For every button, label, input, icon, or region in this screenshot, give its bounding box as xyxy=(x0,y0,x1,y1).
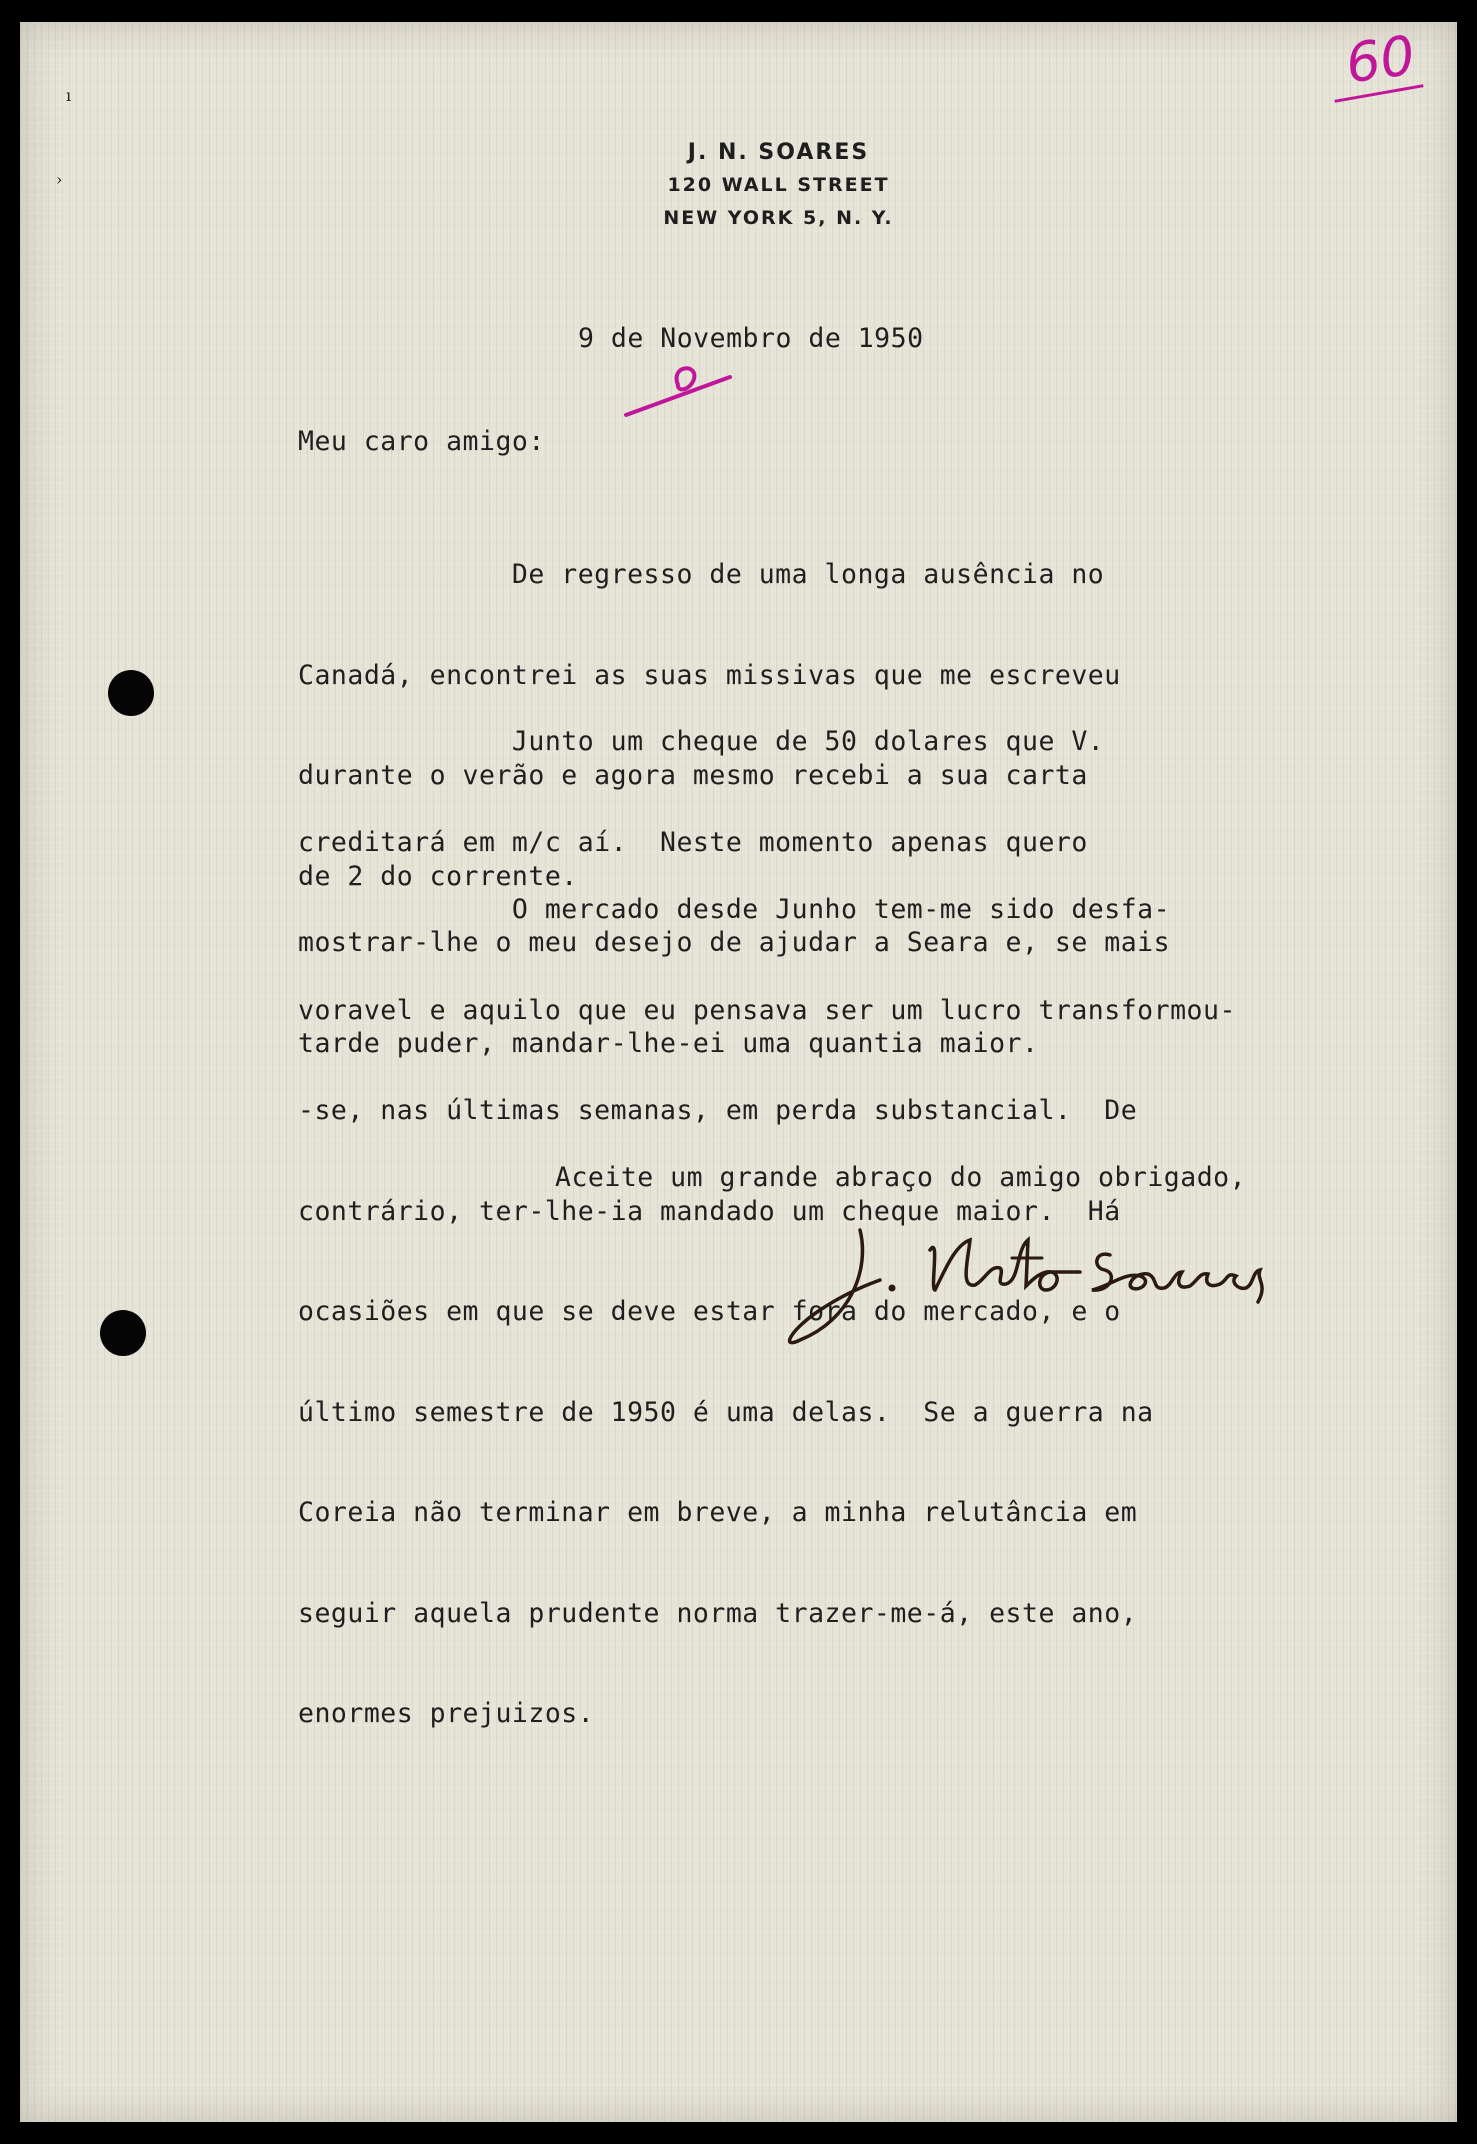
punch-hole xyxy=(100,1310,146,1356)
letter-date: 9 de Novembro de 1950 xyxy=(578,323,924,354)
text-line: seguir aquela prudente norma trazer-me-á, este ano, xyxy=(298,1597,1138,1629)
text-line: Canadá, encontrei as suas missivas que me escreveu xyxy=(298,659,1121,691)
punch-hole xyxy=(108,670,154,716)
text-line: voravel e aquilo que eu pensava ser um lucro transformou- xyxy=(298,994,1236,1026)
text-line: enormes prejuizos. xyxy=(298,1698,595,1729)
text-line: creditará em m/c aí. Neste momento apenas quero xyxy=(298,826,1088,858)
text-line: -se, nas últimas semanas, em perda substancial. De xyxy=(298,1095,1138,1126)
magenta-check-mark xyxy=(620,355,740,425)
margin-mark: › xyxy=(56,170,63,189)
text-line: tarde puder, mandar-lhe-ei uma quantia maior. xyxy=(298,1027,1039,1059)
handwritten-signature xyxy=(780,1210,1320,1360)
margin-mark: ı xyxy=(66,86,72,105)
text-line: Junto um cheque de 50 dolares que V. xyxy=(298,726,1105,757)
salutation: Meu caro amigo: xyxy=(298,426,545,457)
letterhead-street: 120 WALL STREET xyxy=(667,174,890,196)
letterhead-city: NEW YORK 5, N. Y. xyxy=(663,207,894,229)
page-number-annotation: 60 xyxy=(1341,23,1419,96)
text-line: contrário, ter-lhe-ia mandado um cheque maior. Há xyxy=(298,1195,1121,1227)
closing-line: Aceite um grande abraço do amigo obrigado, xyxy=(555,1162,1247,1193)
letterhead-name: J. N. SOARES xyxy=(687,140,870,165)
text-line: De regresso de uma longa ausência no xyxy=(298,559,1105,590)
text-line: ocasiões em que se deve estar fora do mercado, e o xyxy=(298,1296,1121,1327)
text-line: de 2 do corrente. xyxy=(298,860,578,892)
text-line: durante o verão e agora mesmo recebi a sua carta xyxy=(298,760,1088,791)
text-line: mostrar-lhe o meu desejo de ajudar a Seara e, se mais xyxy=(298,927,1171,958)
text-line: O mercado desde Junho tem-me sido desfa- xyxy=(298,894,1171,925)
text-line: último semestre de 1950 é uma delas. Se a guerra na xyxy=(298,1396,1154,1428)
text-line: Coreia não terminar em breve, a minha relutância em xyxy=(298,1497,1138,1528)
